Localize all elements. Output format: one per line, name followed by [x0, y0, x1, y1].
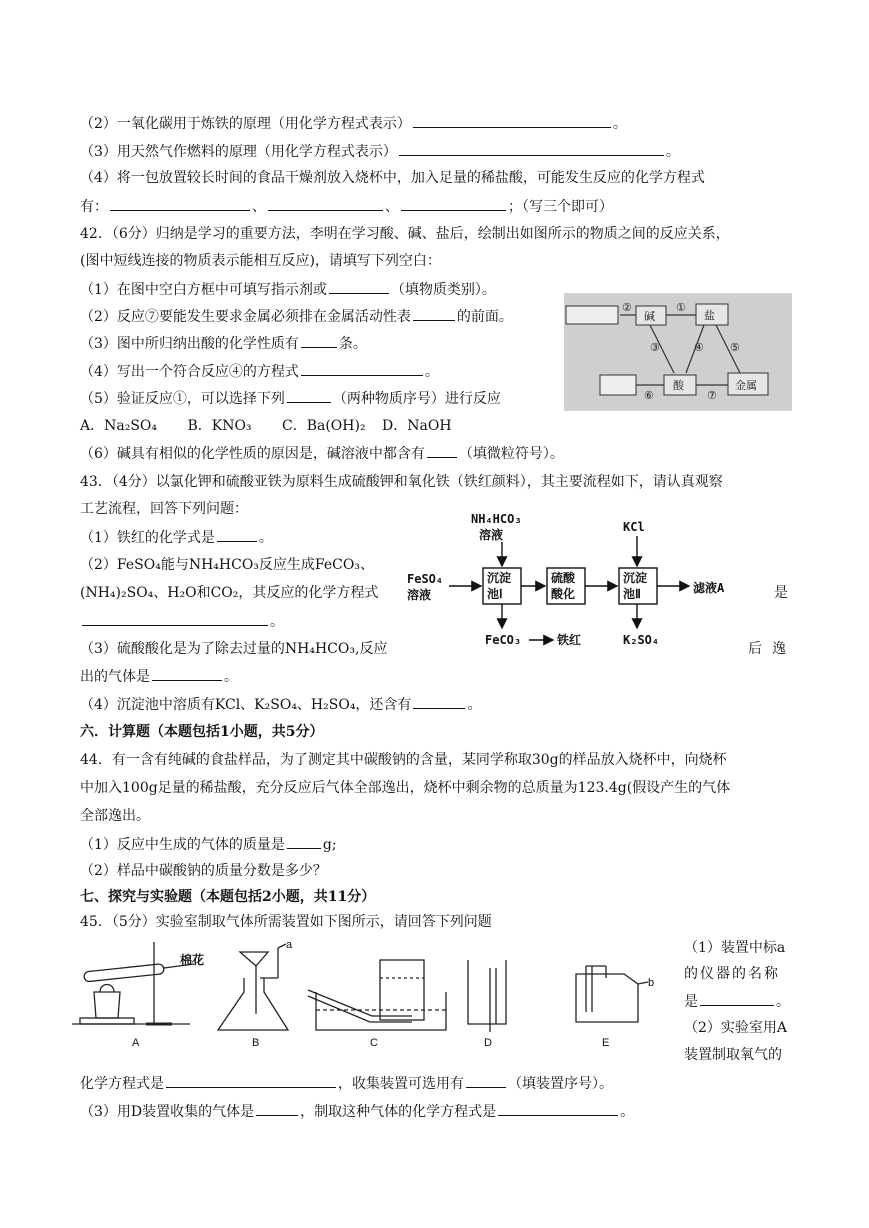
q43-part4: （4）沉淀池中溶质有KCl、K₂SO₄、H₂SO₄，还含有 。: [80, 694, 481, 715]
section-7-heading: 七、探究与实验题（本题包括2小题，共11分）: [80, 889, 376, 905]
q45-right4: （2）实验室用A: [684, 1020, 788, 1036]
reaction-relation-diagram: [564, 293, 792, 411]
q44-part2: （2）样品中碳酸钠的质量分数是多少？: [80, 863, 327, 879]
answer-blank[interactable]: [82, 611, 268, 626]
q43-part2b: (NH₄)₂SO₄、H₂O和CO₂，其反应的化学方程式: [80, 585, 379, 601]
q42-part2: （2）反应⑦要能发生要求金属必须排在金属活动性表 的前面。: [80, 306, 513, 327]
q42-part1: （1）在图中空白方框中可填写指示剂或 （填物质类别）。: [80, 279, 496, 300]
q45-right3: 是 。: [684, 991, 790, 1012]
answer-blank[interactable]: [217, 527, 257, 542]
answer-blank[interactable]: [466, 1073, 506, 1088]
q44-line3: 全部逸出。: [80, 808, 150, 824]
q43-head: 43．（4分）以氯化钾和硫酸亚铁为原料生成硫酸钾和氧化铁（铁红颜料），其主要流程如下，请认真观察: [80, 474, 723, 490]
node-salt: 盐: [704, 310, 715, 322]
node-metal: 金属: [735, 380, 757, 392]
node-acid: 酸: [673, 380, 684, 392]
q42-part4: （4）写出一个符合反应④的方程式 。: [80, 361, 439, 382]
q41-part4-blanks: 有： 、 、 ；（写三个即可）: [80, 196, 613, 217]
answer-blank[interactable]: [700, 991, 774, 1006]
apparatus-c-label: C: [370, 1037, 378, 1049]
lab-apparatus-figure: [72, 938, 672, 1050]
answer-blank[interactable]: [401, 196, 506, 211]
q43-part3b: 后逸: [748, 641, 796, 657]
apparatus-a-label: A: [132, 1037, 140, 1049]
label-5: ⑤: [730, 342, 740, 354]
answer-blank[interactable]: [256, 1101, 298, 1116]
q42-part3: （3）图中所归纳出酸的化学性质有 条。: [80, 333, 367, 354]
apparatus-d-label: D: [484, 1037, 492, 1049]
q45-head: 45．（5分）实验室制取气体所需装置如下图所示，请回答下列问题: [80, 914, 492, 930]
q43-part1: （1）铁红的化学式是 。: [80, 527, 273, 548]
label-7: ⑦: [707, 390, 717, 402]
answer-blank[interactable]: [110, 196, 250, 211]
answer-blank[interactable]: [413, 113, 611, 128]
q42-head2: (图中短线连接的物质表示能相互反应)，请填写下列空白：: [80, 253, 441, 269]
process-flow-diagram: [405, 506, 765, 652]
answer-blank[interactable]: [413, 694, 465, 709]
q43-part2c: 是: [774, 585, 788, 601]
answer-blank[interactable]: [399, 141, 664, 156]
label-6: ⑥: [644, 390, 654, 402]
answer-blank[interactable]: [427, 443, 457, 458]
label-4: ④: [694, 342, 704, 354]
filtrate-a: 滤液A: [693, 581, 725, 595]
q43-part3: （3）硫酸酸化是为了除去过量的NH₄HCO₃,反应: [80, 641, 388, 657]
q43-part2-blank: 。: [80, 611, 284, 632]
label-2: ②: [622, 302, 632, 314]
q43-part3c: 出的气体是 。: [80, 666, 238, 687]
q44-part1: （1）反应中生成的气体的质量是 g;: [80, 834, 337, 855]
cotton-label: 棉花: [180, 953, 205, 967]
q45-right5: 装置制取氧气的: [684, 1047, 782, 1063]
feco3-label: FeCO₃: [485, 633, 522, 647]
answer-blank[interactable]: [301, 361, 423, 376]
apparatus-b-label: B: [252, 1037, 260, 1049]
answer-blank[interactable]: [413, 306, 455, 321]
feso4-solution: 溶液: [407, 588, 432, 602]
q41-part3: （3）用天然气作燃料的原理（用化学方程式表示） 。: [80, 141, 680, 162]
acidify-line1: 硫酸: [551, 571, 576, 585]
iron-red-label: 铁红: [557, 633, 582, 647]
q41-part2: （2）一氧化碳用于炼铁的原理（用化学方程式表示） 。: [80, 113, 627, 134]
q45-right1: （1）装置中标a: [684, 940, 786, 956]
kcl-label: KCl: [623, 520, 645, 534]
answer-blank[interactable]: [166, 1073, 336, 1088]
answer-blank[interactable]: [329, 279, 389, 294]
q42-part6: （6）碱具有相似的化学性质的原因是，碱溶液中都含有 （填微粒符号）。: [80, 443, 564, 464]
pool1-line2: 池Ⅰ: [487, 587, 503, 601]
answer-blank[interactable]: [301, 333, 337, 348]
answer-blank[interactable]: [287, 388, 331, 403]
answer-blank[interactable]: [152, 666, 222, 681]
section-6-heading: 六．计算题（本题包括1小题，共5分）: [80, 724, 324, 740]
q45-part3: （3）用D装置收集的气体是 ，制取这种气体的化学方程式是 。: [80, 1101, 634, 1122]
answer-blank[interactable]: [268, 196, 383, 211]
q44-line2: 中加入100g足量的稀盐酸，充分反应后气体全部逸出，烧杯中剩余物的总质量为123.4g(假设产生的气体: [80, 780, 731, 796]
apparatus-e-label: E: [602, 1037, 610, 1049]
q42-head: 42．（6分）归纳是学习的重要方法，李明在学习酸、碱、盐后，绘制出如图所示的物质之间的反应关系，: [80, 226, 730, 242]
label-a: a: [286, 939, 293, 951]
q42-options: A．Na₂SO₄ B．KNO₃ C．Ba(OH)₂ D．NaOH: [80, 418, 452, 434]
q43-part2: （2）FeSO₄能与NH₄HCO₃反应生成FeCO₃、: [80, 557, 374, 573]
label-b: b: [648, 977, 655, 989]
q45-part2: 化学方程式是 ，收集装置可选用有 （填装置序号）。: [80, 1073, 613, 1094]
k2so4-label: K₂SO₄: [623, 633, 660, 647]
q44-line1: 44．有一含有纯碱的食盐样品，为了测定其中碳酸钠的含量，某同学称取30g的样品放入烧杯中，向烧杯: [80, 752, 727, 768]
label-3: ③: [650, 342, 660, 354]
q45-right2: 的仪器的名称: [684, 966, 780, 982]
label-1: ①: [676, 302, 686, 314]
q42-part5: （5）验证反应①，可以选择下列 （两种物质序号）进行反应: [80, 388, 501, 409]
answer-blank[interactable]: [287, 834, 321, 849]
answer-blank[interactable]: [498, 1101, 618, 1116]
pool2-line2: 池Ⅱ: [623, 587, 641, 601]
feso4-label: FeSO₄: [407, 572, 444, 586]
acidify-line2: 酸化: [551, 587, 576, 601]
pool2-line1: 沉淀: [623, 571, 648, 585]
q41-part4: （4）将一包放置较长时间的食品干燥剂放入烧杯中，加入足量的稀盐酸，可能发生反应的化学方程式: [80, 170, 705, 186]
nh4hco3-solution: 溶液: [479, 528, 504, 542]
q43-head2: 工艺流程，回答下列问题：: [80, 501, 248, 517]
node-base: 碱: [644, 311, 655, 323]
pool1-line1: 沉淀: [487, 571, 512, 585]
nh4hco3-label: NH₄HCO₃: [471, 512, 522, 526]
